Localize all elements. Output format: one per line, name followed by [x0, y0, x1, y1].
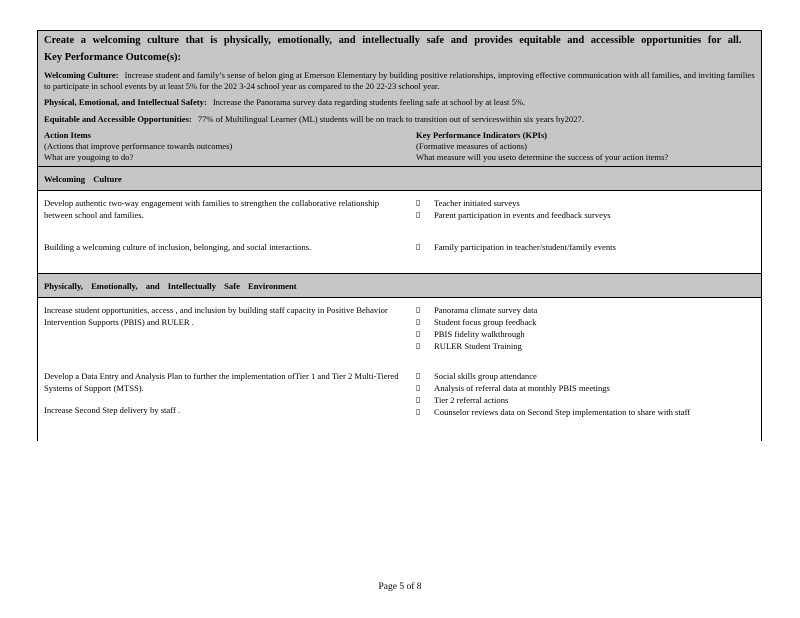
- outcome-text: Increase student and family’s sense of belon ging at Emerson Elementary by building positive relationships, improving effective communication with all families, and inviting families to participate in school events by at least 5% for the 202 3-24 school year as compared to the 20 22-23 school year.: [44, 70, 755, 91]
- outcome-welcoming: [44, 70, 755, 91]
- column-headers: [44, 130, 755, 166]
- section-body-safe-environment: [37, 297, 762, 441]
- table-row: [44, 352, 755, 418]
- kpi-item: ▯ Counselor reviews data on Second Step implementation to share with staff: [416, 407, 691, 418]
- bullet-icon: ▯: [416, 198, 421, 208]
- kpi-item: ▯ Tier 2 referral actions: [416, 395, 509, 406]
- table-row: [44, 298, 755, 352]
- bullet-icon: ▯: [416, 210, 421, 220]
- document-page: [37, 30, 762, 441]
- kpi-list: [416, 304, 755, 352]
- column-question: What are yougoing to do?: [44, 151, 134, 162]
- column-subtitle: (Formative measures of actions): [416, 140, 527, 151]
- kpi-list: [416, 370, 755, 418]
- goal-box: [37, 30, 762, 166]
- kpi-item: ▯ PBIS fidelity walkthrough: [416, 329, 525, 340]
- column-question: What measure will you useto determine the success of your action items?: [416, 151, 669, 162]
- outcome-safety: [44, 97, 755, 108]
- section-title-safe-environment: Physically, Emotionally, and Intellectually Safe Environment: [37, 273, 762, 297]
- bullet-icon: ▯: [416, 329, 421, 339]
- kpo-heading: Key Performance Outcome(s):: [44, 52, 182, 63]
- kpi-item: ▯ Family participation in teacher/student/family events: [416, 242, 616, 253]
- bullet-icon: ▯: [416, 341, 421, 351]
- outcome-label: Welcoming Culture:: [44, 70, 119, 80]
- table-row: [44, 221, 755, 253]
- action-item: [44, 370, 416, 418]
- column-subtitle: (Actions that improve performance towards outcomes): [44, 140, 233, 151]
- kpi-item: ▯ Teacher initiated surveys: [416, 198, 520, 209]
- bullet-icon: ▯: [416, 242, 421, 252]
- column-title: Key Performance Indicators (KPIs): [416, 130, 548, 141]
- outcome-text: 77% of Multilingual Learner (ML) students will be on track to transition out of serviceswithin six years by2027.: [197, 113, 584, 124]
- kpi-item: ▯ Student focus group feedback: [416, 317, 537, 328]
- outcome-equitable: [44, 114, 755, 125]
- action-item: Building a welcoming culture of inclusion, belonging, and social interactions.: [44, 242, 312, 253]
- kpi-list: [416, 241, 755, 253]
- action-text: Develop a Data Entry and Analysis Plan to further the implementation ofTier 1 and Tier 2 Multi-Tiered Systems of Support (MTSS).: [44, 371, 399, 394]
- kpi-item: ▯ Social skills group attendance: [416, 371, 537, 382]
- action-item: Develop authentic two-way engagement with families to strengthen the collaborative relationship between school and families.: [44, 198, 380, 221]
- action-items-header: [44, 130, 416, 162]
- page-number: Page 5 of 8: [378, 582, 422, 592]
- section-title-welcoming: Welcoming Culture: [37, 166, 762, 190]
- bullet-icon: ▯: [416, 317, 421, 327]
- bullet-icon: ▯: [416, 305, 421, 315]
- bullet-icon: ▯: [416, 407, 421, 417]
- kpi-header: [416, 130, 755, 162]
- kpi-item: ▯ Panorama climate survey data: [416, 305, 538, 316]
- action-item: Increase student opportunities, access , and inclusion by building staff capacity in Positive Behavior Intervention Supports (PBIS) and RULER .: [44, 305, 388, 328]
- outcome-text: Increase the Panorama survey data regarding students feeling safe at school by at least 5%.: [212, 97, 526, 108]
- kpi-item: ▯ RULER Student Training: [416, 341, 522, 352]
- section-body-welcoming: [37, 190, 762, 273]
- bullet-icon: ▯: [416, 395, 421, 405]
- outcome-label: Equitable and Accessible Opportunities:: [44, 113, 192, 124]
- bullet-icon: ▯: [416, 371, 421, 381]
- bullet-icon: ▯: [416, 383, 421, 393]
- kpi-list: [416, 197, 755, 221]
- action-text: Increase Second Step delivery by staff .: [44, 405, 181, 416]
- outcome-label: Physical, Emotional, and Intellectual Safety:: [44, 97, 207, 108]
- table-row: [44, 191, 755, 221]
- kpi-item: ▯ Parent participation in events and feedback surveys: [416, 210, 611, 221]
- kpi-item: ▯ Analysis of referral data at monthly PBIS meetings: [416, 383, 610, 394]
- goal-statement: Create a welcoming culture that is physically, emotionally, and intellectually safe and provides equitable and accessible opportunities for all.: [44, 35, 742, 46]
- column-title: Action Items: [44, 130, 92, 141]
